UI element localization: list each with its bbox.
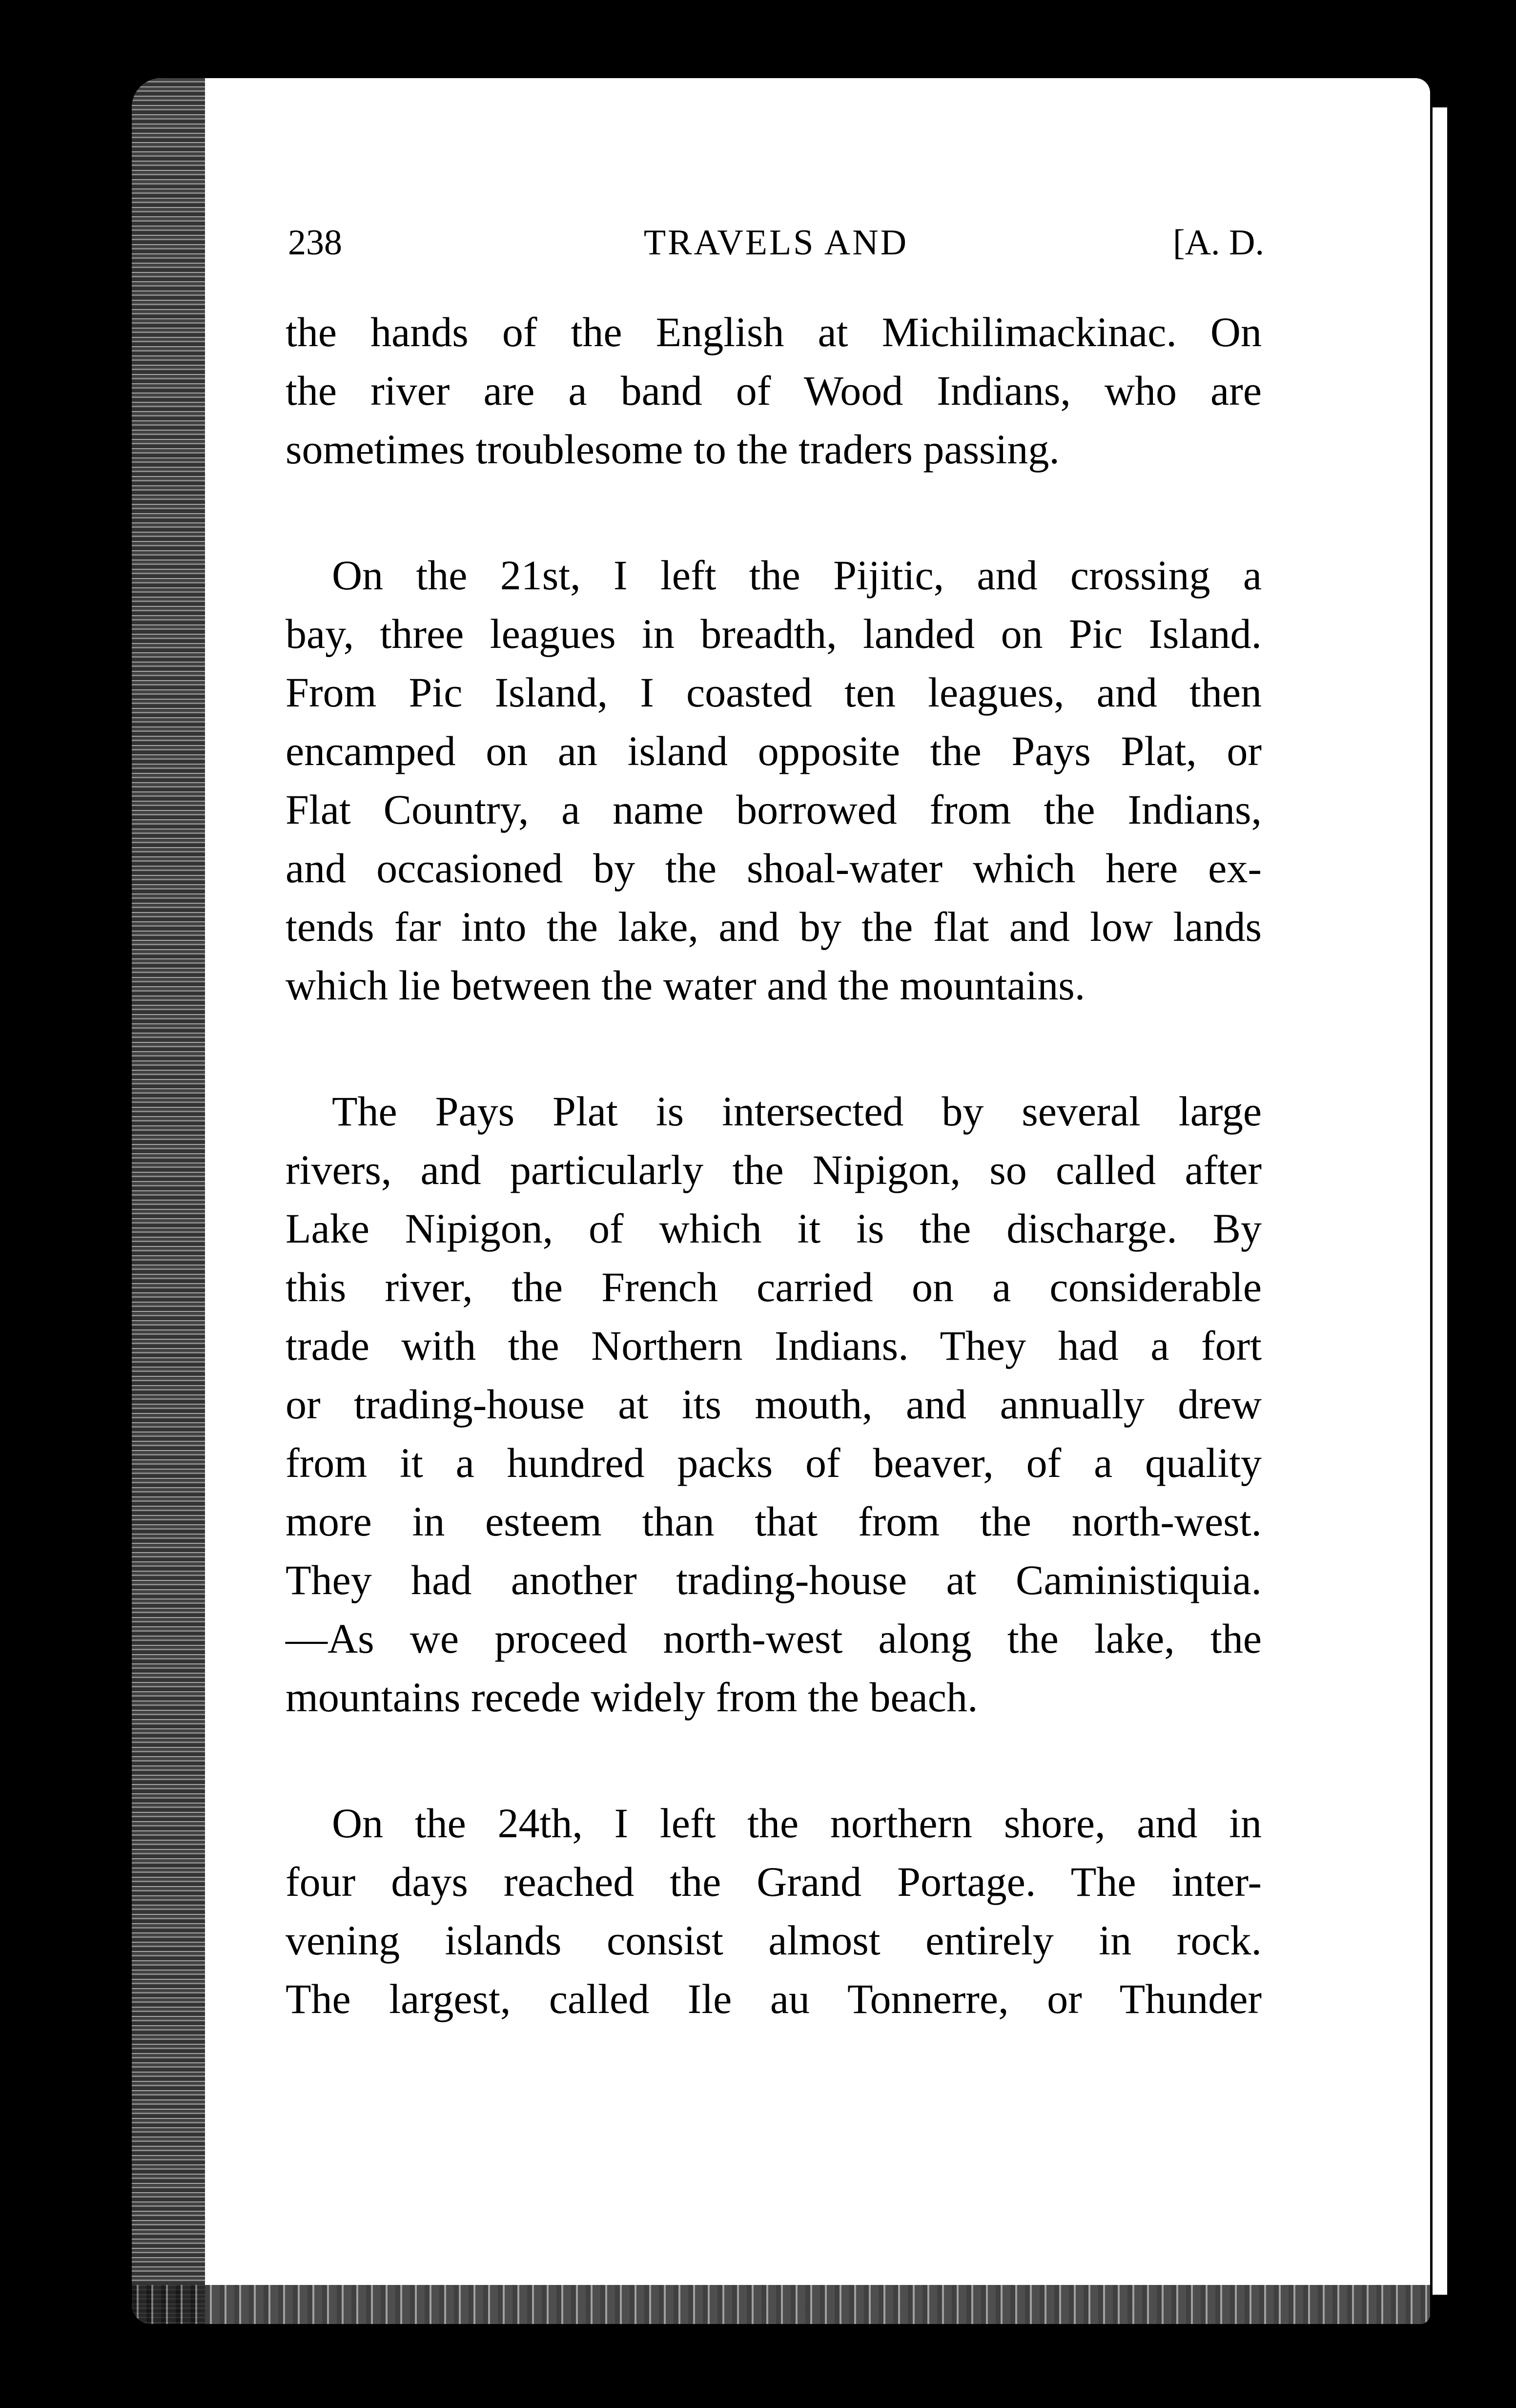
text-line: encamped on an island opposite the Pays Plat, or [286, 727, 1262, 774]
text-line: bay, three leagues in breadth, landed on Pic Island. [286, 610, 1262, 657]
text-line: from it a hundred packs of beaver, of a quality [286, 1439, 1262, 1486]
text-line: From Pic Island, I coasted ten leagues, and then [286, 669, 1262, 716]
text-line: the river are a band of Wood Indians, who are [286, 367, 1262, 414]
text-line: —As we proceed north-west along the lake, the [286, 1615, 1262, 1662]
text-line: They had another trading-house at Caministiquia. [286, 1557, 1262, 1603]
paragraph [286, 303, 1262, 478]
text-line: sometimes troublesome to the traders passing. [286, 426, 1060, 473]
paragraph [286, 1794, 1262, 2028]
page-edge-shadow [132, 78, 205, 2324]
text-line: this river, the French carried on a considerable [286, 1264, 1262, 1310]
text-line: mountains recede widely from the beach. [286, 1674, 978, 1721]
paragraph [286, 1082, 1262, 1726]
running-header [288, 222, 1264, 276]
running-title: TRAVELS AND [643, 223, 909, 263]
paragraph [286, 546, 1262, 1015]
text-line: Lake Nipigon, of which it is the discharge. By [286, 1205, 1262, 1252]
text-line: On the 21st, I left the Pijitic, and crossing a [332, 552, 1262, 599]
text-line: or trading-house at its mouth, and annually drew [286, 1381, 1262, 1428]
text-line: the hands of the English at Michilimackinac. On [286, 309, 1262, 355]
text-line: tends far into the lake, and by the flat and low lands [286, 903, 1262, 950]
text-line: The Pays Plat is intersected by several large [332, 1088, 1262, 1135]
text-line: The largest, called Ile au Tonnerre, or Thunder [286, 1975, 1262, 2022]
page-number: 238 [288, 223, 342, 263]
running-date: [A. D. [1172, 223, 1264, 263]
text-line: more in esteem than that from the north-west. [286, 1498, 1262, 1545]
body-text [286, 303, 1262, 2096]
text-line: and occasioned by the shoal-water which here ex- [286, 845, 1262, 892]
text-line: which lie between the water and the mountains. [286, 962, 1086, 1009]
text-line: trade with the Northern Indians. They had a fort [286, 1322, 1262, 1369]
text-line: Flat Country, a name borrowed from the Indians, [286, 786, 1262, 833]
facing-page-edge [1433, 107, 1447, 2295]
text-line: vening islands consist almost entirely in rock. [286, 1917, 1262, 1964]
page-bottom-shadow [132, 2285, 1430, 2324]
text-line: rivers, and particularly the Nipigon, so called after [286, 1146, 1262, 1193]
text-line: four days reached the Grand Portage. The inter- [286, 1858, 1262, 1905]
text-line: On the 24th, I left the northern shore, and in [332, 1800, 1262, 1847]
